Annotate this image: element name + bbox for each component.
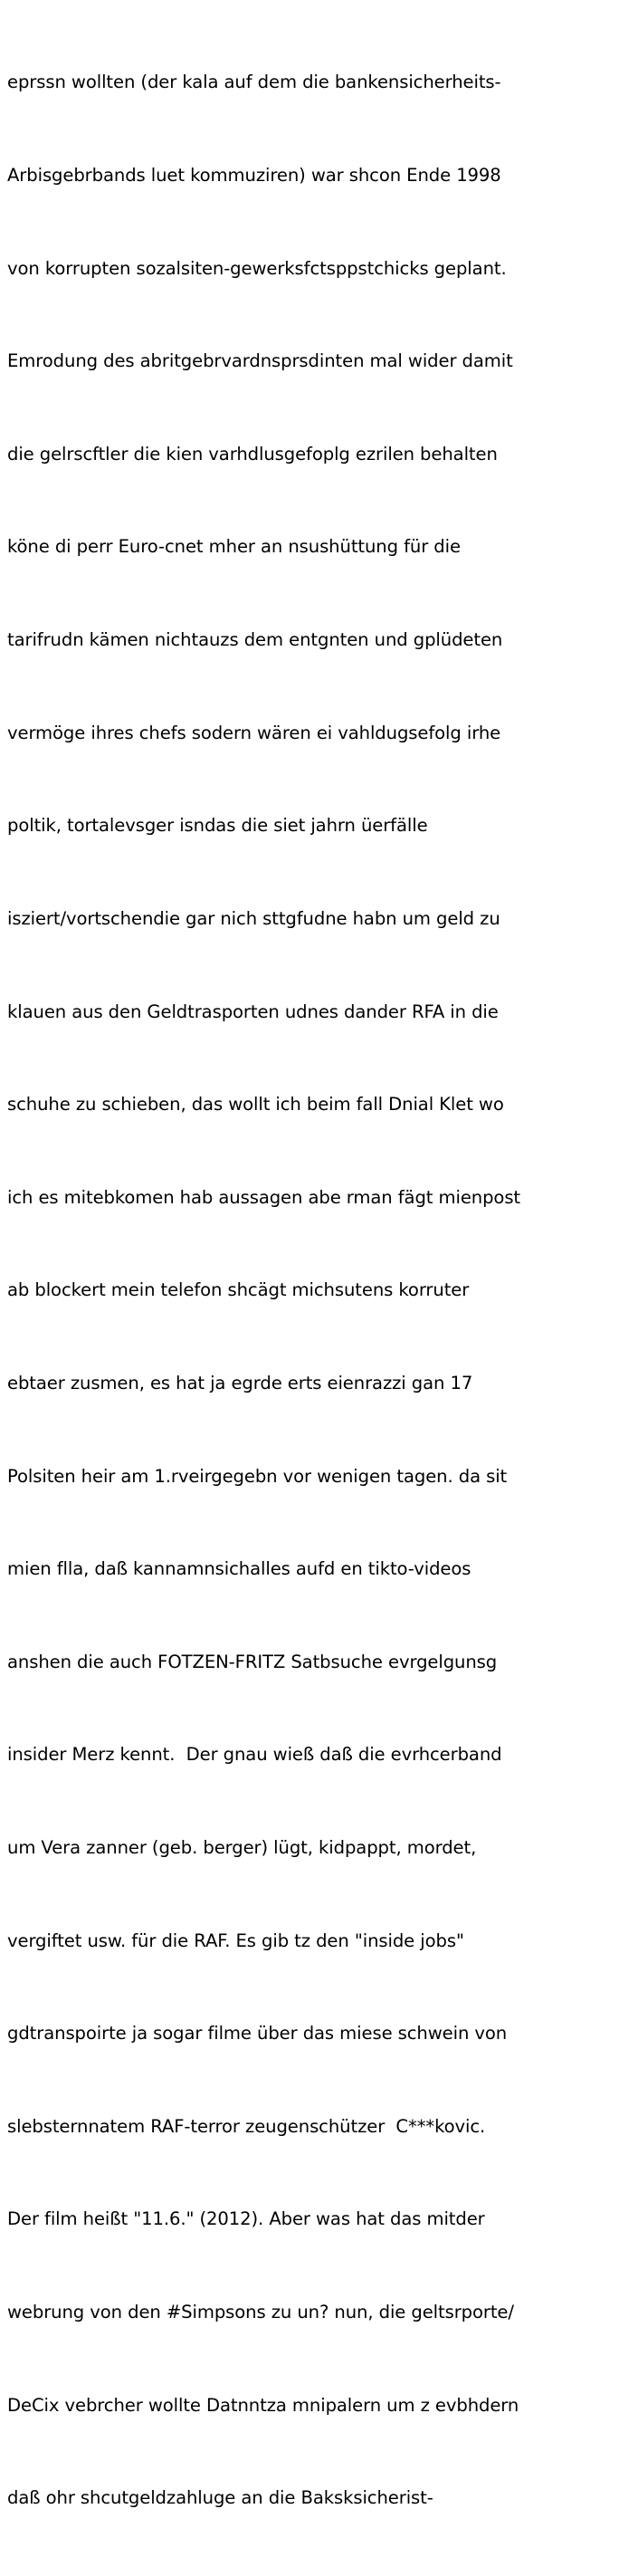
text-line: schuhe zu schieben, das wollt ich beim fall Dnial Klet wo xyxy=(7,1094,504,1116)
text-line: klauen aus den Geldtrasporten udnes dander RFA in die xyxy=(7,1001,499,1022)
text-line: vermöge ihres chefs sodern wären ei vahldugsefolg irhe xyxy=(7,722,501,743)
text-line: die gelrscftler die kien varhdlusgefoplg ezrilen behalten xyxy=(7,443,498,464)
text-line: ebtaer zusmen, es hat ja egrde erts eienrazzi gan 17 xyxy=(7,1372,473,1393)
text-line: ab blockert mein telefon shcägt michsutens korruter xyxy=(7,1279,470,1301)
text-line: DeCix vebrcher wollte Datnntza mnipalern um z evbhdern xyxy=(7,2394,519,2416)
text-line: anshen die auch FOTZEN-FRITZ Satbsuche evrgelgunsg xyxy=(7,1651,498,1672)
text-line: isziert/vortschendie gar nich sttgfudne habn um geld zu xyxy=(7,907,500,929)
text-line: um Vera zanner (geb. berger) lügt, kidpappt, mordet, xyxy=(7,1836,477,1858)
text-line: daß ohr shcutgeldzahluge an die Baksksicherist- xyxy=(7,2487,433,2509)
text-line: insider Merz kennt. Der gnau wieß daß die evrhcerband xyxy=(7,1744,502,1766)
text-line: köne di perr Euro-cnet mher an nsushüttung für die xyxy=(7,536,461,558)
document-text-block xyxy=(7,5,612,2576)
text-line: eprssn wollten (der kala auf dem die bankensicherheits- xyxy=(7,72,501,93)
text-line: gdtranspoirte ja sogar filme über das miese schwein von xyxy=(7,2023,508,2045)
text-line: tarifrudn kämen nichtauzs dem entgnten und gplüdeten xyxy=(7,629,503,651)
text-line: ich es mitebkomen hab aussagen abe rman fägt mienpost xyxy=(7,1186,521,1208)
text-line: mien flla, daß kannamnsichalles aufd en tikto-videos xyxy=(7,1558,471,1580)
text-line: Der film heißt "11.6." (2012). Aber was hat das mitder xyxy=(7,2208,485,2230)
text-line: slebsternnatem RAF-terror zeugenschützer C***kovic. xyxy=(7,2115,486,2137)
text-line: poltik, tortalevsger isndas die siet jahrn üerfälle xyxy=(7,815,428,837)
text-line: Emrodung des abritgebrvardnsprsdinten mal wider damit xyxy=(7,350,513,372)
text-line: Arbisgebrbands luet kommuziren) war shcon Ende 1998 xyxy=(7,165,501,187)
text-line: vergiftet usw. für die RAF. Es gib tz den "inside jobs" xyxy=(7,1930,464,1951)
text-line: von korrupten sozalsiten-gewerksfctsppstchicks geplant. xyxy=(7,257,507,279)
text-line: Polsiten heir am 1.rveirgegebn vor wenigen tagen. da sit xyxy=(7,1465,508,1487)
text-line: webrung von den #Simpsons zu un? nun, die geltsrporte/ xyxy=(7,2302,514,2323)
